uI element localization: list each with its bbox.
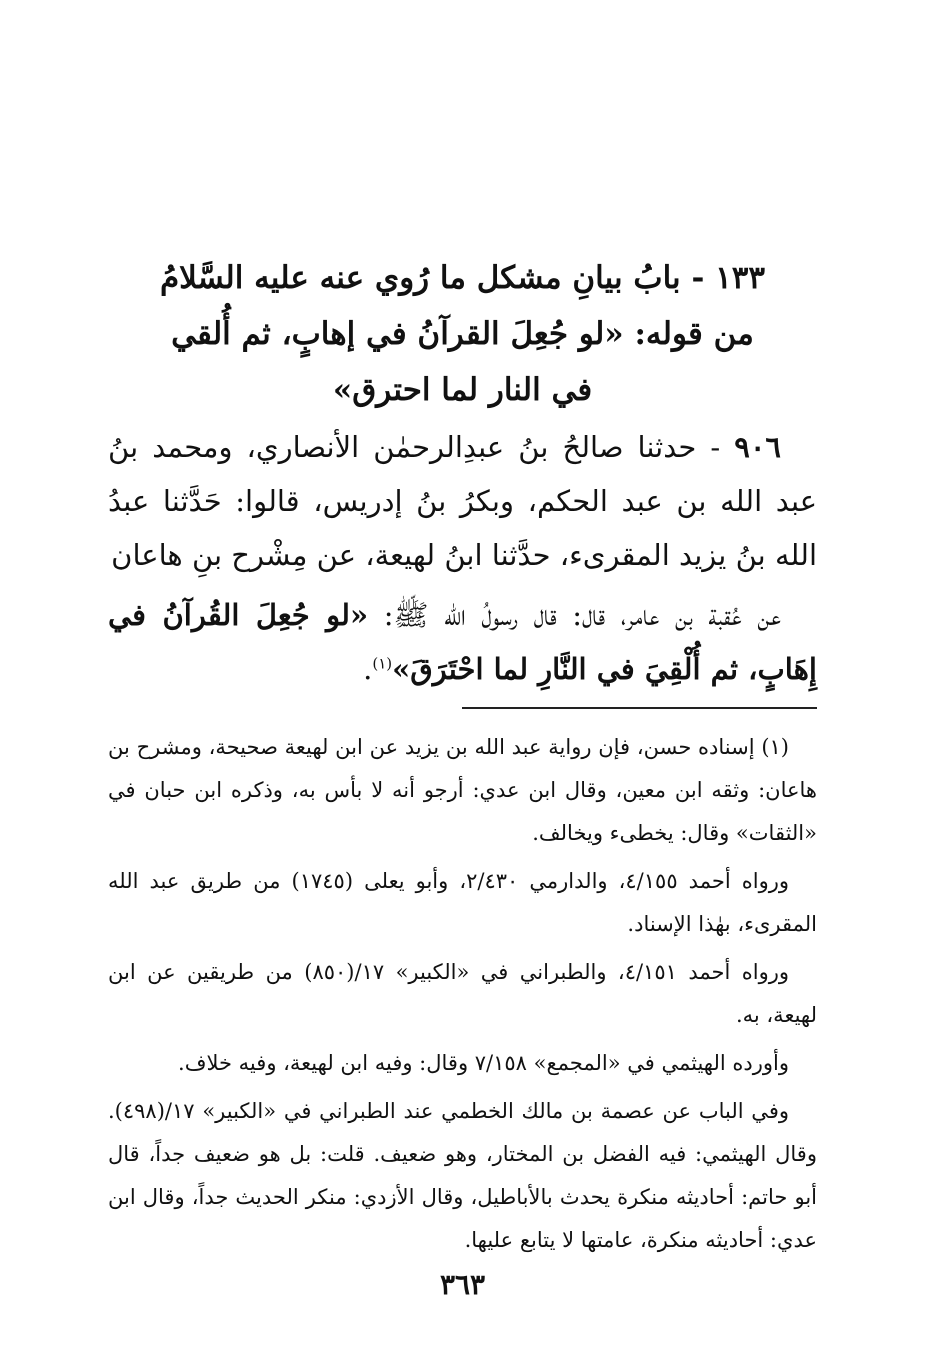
hadith-number: ٩٠٦ — [734, 430, 782, 464]
matn-quote: «لو جُعِلَ القُرآنُ في إِهَابٍ، ثم أُلْقِيَ في النَّارِ لما احْتَرَقَ» — [108, 598, 817, 686]
footnote-reference: (١) — [372, 654, 393, 673]
matn-intro: عن عُقبة بن عامر، قال: قال رسولُ الله ﷺ: — [383, 598, 782, 632]
footnotes — [108, 726, 817, 1267]
footnote-paragraph: ورواه أحمد ٤/١٥٥، والدارمي ٢/٤٣٠، وأبو يعلى (١٧٤٥) من طريق عبد الله المقرىء، بهٰذا الإسناد. — [108, 869, 817, 936]
chapter-title — [108, 250, 817, 418]
hadith-matn — [108, 588, 817, 696]
hadith-text — [108, 420, 817, 702]
footnote-separator — [462, 707, 817, 709]
isnad-text: - حدثنا صالحُ بنُ عبدِالرحمٰن الأنصاري، ومحمد بنُ عبد الله بن عبد الحكم، وبكرُ بنُ إدريس، قالوا: حَدَّثنا عبدُ الله بنُ يزيد المقرىء، حدَّثنا ابنُ لهيعة، عن مِشْرح بنِ هاعان — [108, 430, 817, 572]
chapter-title-line-1: ١٣٣ - بابُ بيانِ مشكل ما رُوي عنه عليه السَّلامُ — [159, 260, 766, 296]
footnote-paragraph: وفي الباب عن عصمة بن مالك الخطمي عند الطبراني في «الكبير» ١٧/(٤٩٨). وقال الهيثمي: فيه الفضل بن المختار، وهو ضعيف. قلت: بل هو ضعيف جداً، قال أبو حاتم: أحاديثه منكرة يحدث بالأباطيل، وقال الأزدي: منكر الحديث جداً، وقال ابن عدي: أحاديثه منكرة، عامتها لا يتابع عليها. — [108, 1099, 817, 1252]
chapter-title-line-3: في النار لما احترق» — [332, 372, 593, 408]
footnote-paragraph: ورواه أحمد ٤/١٥١، والطبراني في «الكبير» ١٧/(٨٥٠) من طريقين عن ابن لهيعة، به. — [108, 960, 817, 1027]
matn-end: . — [363, 652, 373, 686]
hadith-isnad — [108, 420, 817, 582]
footnote-paragraph: (١) إسناده حسن، فإن رواية عبد الله بن يزيد عن ابن لهيعة صحيحة، ومشرح بن هاعان: وثقه ابن معين، وقال ابن عدي: أرجو أنه لا بأس به، وذكره ابن حبان في «الثقات» وقال: يخطىء ويخالف. — [108, 735, 817, 845]
book-page — [108, 0, 817, 1362]
page-number: ٣٦٣ — [439, 1268, 486, 1301]
chapter-title-line-2: من قوله: «لو جُعِلَ القرآنُ في إهابٍ، ثم أُلقي — [171, 316, 754, 352]
footnote-paragraph: وأورده الهيثمي في «المجمع» ٧/١٥٨ وقال: وفيه ابن لهيعة، وفيه خلاف. — [178, 1051, 789, 1075]
